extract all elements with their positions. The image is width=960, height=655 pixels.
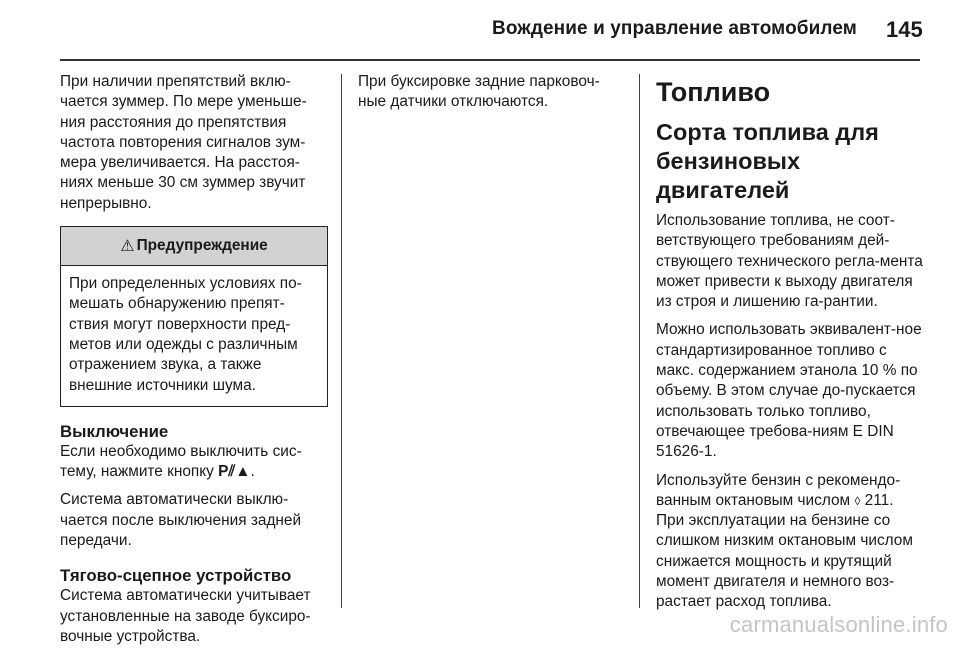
heading-fuel: Топливо	[656, 77, 771, 107]
page-header	[0, 0, 960, 60]
fuel-paragraph-1: Использование топлива, не соот-ветствующего требованиям дей-ствующего технического регла-мента может привести к выходу двигателя из строя и лишению га-рантии.	[656, 212, 923, 311]
column-divider-1	[341, 74, 342, 608]
fuel-paragraph-2: Можно использовать эквивалент-ное стандартизированное топливо с макс. содержанием этанола 10 % по объему. В этом случае до-пускается использовать только топливо, отвечающее требова-ниям E DIN 51626-1.	[656, 321, 922, 461]
page-number: 145	[886, 17, 923, 42]
header-rule	[60, 59, 920, 61]
column-2	[358, 72, 626, 121]
warning-body	[61, 266, 327, 406]
auto-off-paragraph: Система автоматически выклю-чается после выключения задней передачи.	[60, 491, 302, 550]
octane-text: Используйте бензин с рекомендо-ванным октановым числом	[656, 471, 901, 509]
column-divider-2	[639, 74, 640, 608]
switch-off-paragraph	[60, 442, 328, 483]
warning-header	[61, 227, 327, 266]
warning-box	[60, 226, 328, 407]
park-assist-button-icon: P⫽▲	[218, 463, 251, 481]
low-octane-text: При эксплуатации на бензине со слишком низким октановым числом снижается мощность и крутящий момент двигателя и немного воз-растает расход топлива.	[656, 512, 913, 611]
buzzer-paragraph: При наличии препятствий вклю-чается зуммер. По мере уменьше-ния расстояния до препятствия частота повторения сигналов зум-мера увеличивается. На расстоя-ниях меньше 30 см зуммер звучит непрерывно.	[60, 73, 307, 212]
page-reference[interactable]: 211.	[864, 491, 894, 509]
switch-off-period: .	[250, 463, 255, 481]
warning-title: Предупреждение	[136, 237, 268, 255]
watermark: carmanualsonline.info	[729, 612, 948, 637]
towing-paragraph: Система автоматически учитывает установленные на заводе буксиро-вочные устройства.	[60, 587, 311, 645]
page-reference-icon: ◊	[854, 493, 861, 508]
heading-petrol-grades: Сорта топлива для бензиновых двигателей	[656, 119, 879, 203]
warning-icon: ⚠	[120, 238, 135, 256]
column-1	[60, 72, 328, 655]
column-3	[656, 72, 924, 621]
header-title: Вождение и управление автомобилем	[492, 18, 857, 39]
switch-off-text: Если необходимо выключить сис-тему, нажмите кнопку	[60, 442, 302, 481]
fuel-paragraph-3	[656, 471, 924, 613]
towing-sensors-paragraph: При буксировке задние парковоч-ные датчики отключаются.	[358, 73, 600, 111]
heading-towing: Тягово-сцепное устройство	[60, 566, 292, 586]
warning-text: При определенных условиях по-мешать обнаружению препят-ствия могут поверхности пред-метов или одежды с различным отражением звука, а также внешние источники шума.	[69, 275, 302, 394]
heading-switch-off: Выключение	[60, 421, 169, 441]
